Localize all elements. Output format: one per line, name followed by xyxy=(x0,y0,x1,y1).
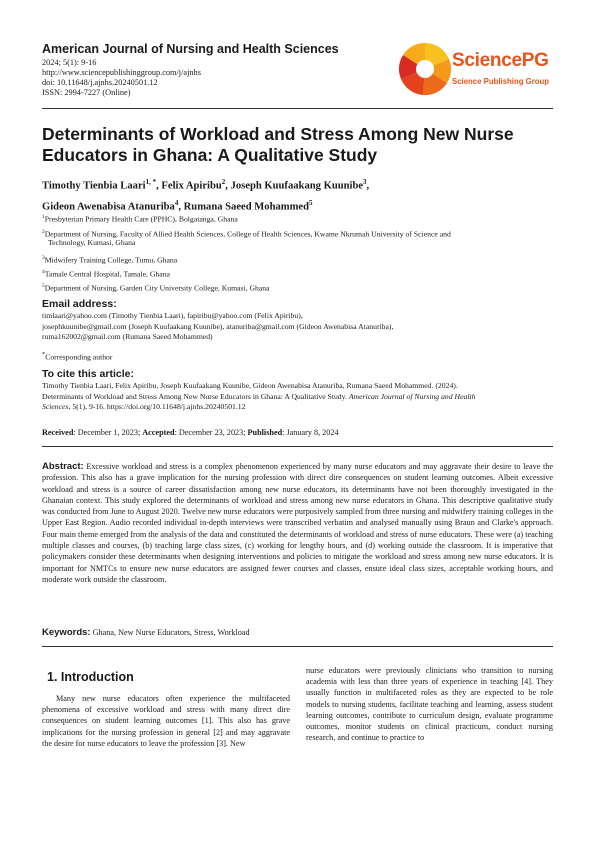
header-rule xyxy=(42,108,553,109)
email-heading: Email address: xyxy=(42,298,117,310)
affiliation-2: $^2$Department of Nursing, Faculty of Allied Health Sciences, College of Health Sciences, Kwame Nkrumah University of Science and xyxy=(42,229,451,239)
corresponding-author-note: *Corresponding author xyxy=(42,351,113,362)
logo-tagline: Science Publishing Group xyxy=(452,77,550,86)
article-title: Determinants of Workload and Stress Among New Nurse Educators in Ghana: A Qualitative Study xyxy=(42,124,514,165)
author-list: Timothy Tienbia Laari$^{1, *}$, Felix Apiribu$^2$, Joseph Kuufaakang Kuunibe$^3$, Gideon Awenabisa Atanuriba$^4$, Rumana Saeed Mohammed$^5$ xyxy=(42,178,370,213)
journal-volume: 2024; 5(1): 9-16 xyxy=(42,58,97,67)
affiliation-2-cont: Technology, Kumasi, Ghana xyxy=(48,238,136,247)
journal-url[interactable]: http://www.sciencepublishinggroup.com/j/ajnhs xyxy=(42,68,201,77)
affiliation-1: $^1$Presbyterian Primary Health Care (PPHC), Bolgatanga, Ghana xyxy=(42,214,238,224)
journal-doi[interactable]: doi: 10.11648/j.ajnhs.20240501.12 xyxy=(42,78,158,87)
cite-heading: To cite this article: xyxy=(42,368,134,380)
abstract: Abstract: Excessive workload and stress is a complex phenomenon experienced by many nurse educators and may aggravate their desire to leave the profession. This also has a grave implication for the nursing profession with direct dire consequences on student learning outcomes. Albeit excessive workload and stress is a source of career dissatisfaction among new nurse educators, its determinants have not been thoroughly investigated in the Ghanaian context. This study explored the determinants of workload and stress among new nurse educators in Ghana. This descriptive qualitative study was conducted from June to August 2020. Twelve new nurse educators were purposively sampled from three nursing and midwifery training colleges in the Upper East Region. Audio recorded individual in-depth interviews were transcribed verbatim and analysed manually using Braun and Clarke's approach. Four main theme emerged from the analysis of the data and constituted the determinants of workload and stress of nurse educators. These were (a) teaching multiple classes and courses, (b) teaching large class sizes, (c) working for lengthy hours, and (d) working outside the classroom. It is imperative that policymakers consider these determinants when designing interventions and policies to mitigate the workload and stress among new nurse educators. It is important for NMTCs to ensure new nurse educators are assigned fewer courses and classes, ensure ideal class sizes, acceptable working hours, and moderate work outside the classroom. xyxy=(42,461,553,584)
intro-column-right: nurse educators were previously clinicians who transition to nursing academia with less than three years of experience in teaching [4]. They usually function in multifaceted roles as they are expected to be role models to nursing students, facilitate teaching and learning, assess student learning outcomes, contribute to curriculum design, evaluate programme outcomes, monitor students on clinical practicum, conduct nursing research, and continue to practice to xyxy=(306,666,553,743)
email-list: timlaari@yahoo.com (Timothy Tienbia Laari), fapiribu@yahoo.com (Felix Apiribu), josephkuunibe@gmail.com (Joseph Kuufaakang Kuunibe), atanuriba@gmail.com (Gideon Awenabisa Atanuriba), ruma162002@gmail.com (Rumana Saeed Mohammed) xyxy=(42,311,394,342)
citation-text: Timothy Tienbia Laari, Felix Apiribu, Joseph Kuufaakang Kuunibe, Gideon Awenabisa Atanuriba, Rumana Saeed Mohammed. (2024). Determinants of Workload and Stress Among New Nurse Educators in Ghana: A Qualitative Study. American Journal of Nursing and Health Sciences, 5(1), 9-16. https://doi.org/10.11648/j.ajnhs.20240501.12 xyxy=(42,381,476,412)
logo-brand: SciencePG xyxy=(452,50,549,71)
journal-issn: ISSN: 2994-7227 (Online) xyxy=(42,88,131,97)
affiliation-4: $^4$Tamale Central Hospital, Tamale, Ghana xyxy=(42,269,170,279)
affiliation-5: $^5$Department of Nursing, Garden City University College, Kumasi, Ghana xyxy=(42,283,270,293)
keywords: Keywords: Ghana, New Nurse Educators, Stress, Workload xyxy=(42,627,250,638)
abstract-top-rule xyxy=(42,446,553,447)
introduction-heading: 1. Introduction xyxy=(47,670,134,684)
affiliation-3: $^3$Midwifery Training College, Tumu, Ghana xyxy=(42,255,178,265)
abstract-bottom-rule xyxy=(42,646,553,647)
journal-name: American Journal of Nursing and Health Sciences xyxy=(42,42,339,56)
intro-column-left: Many new nurse educators often experience the multifaceted phenomena of excessive workload and stress with many direct dire consequences on student learning outcomes [1]. This also has grave implications for the nursing profession in general [2] and may aggravate the desire for nurse educators to leave the profession [3]. New xyxy=(42,694,290,748)
sciencepg-logo-icon xyxy=(398,40,452,98)
publication-dates: Received: December 1, 2023; Accepted: December 23, 2023; Published: January 8, 2024 xyxy=(42,428,339,437)
